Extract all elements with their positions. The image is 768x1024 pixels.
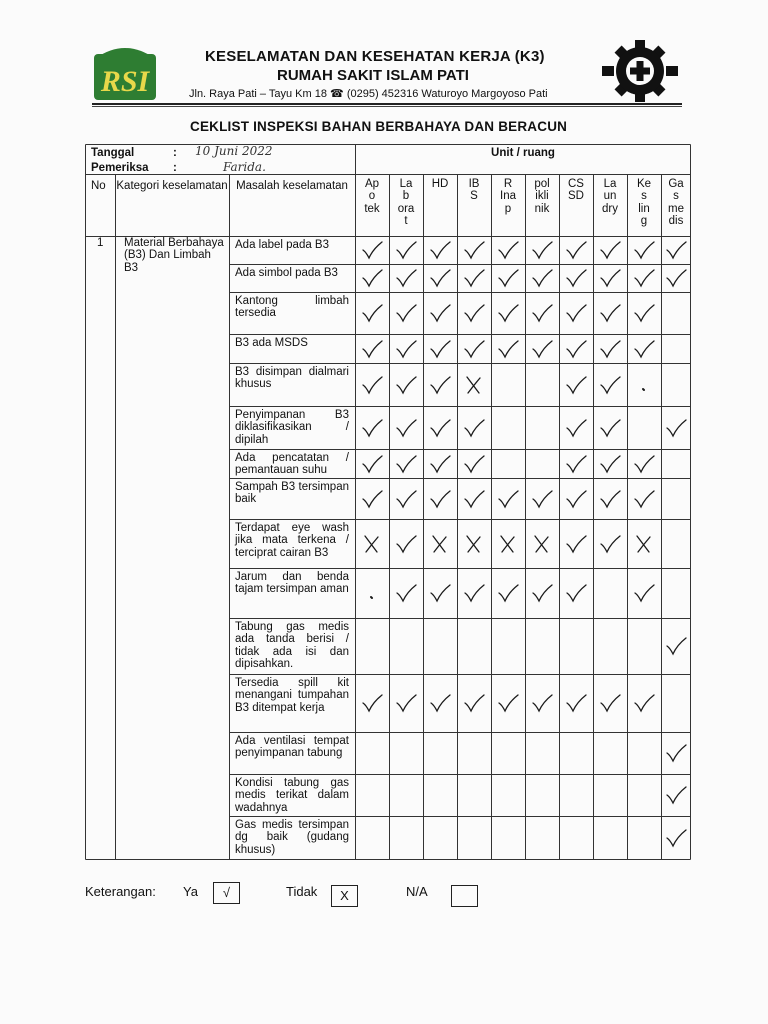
legend-label: Keterangan: <box>85 884 156 899</box>
check-mark-icon <box>497 693 519 713</box>
check-mark-icon <box>565 583 587 603</box>
header-rule-thin <box>92 106 682 107</box>
legend-na-box <box>451 885 478 907</box>
check-mark-icon <box>665 268 687 288</box>
check-mark-icon <box>361 268 383 288</box>
check-mark-icon <box>395 583 417 603</box>
check-mark-icon <box>429 375 451 395</box>
check-mark-icon <box>599 534 621 554</box>
check-mark-icon <box>395 693 417 713</box>
check-mark-icon <box>395 489 417 509</box>
check-mark-icon <box>665 418 687 438</box>
unit-header-5: pol ikli nik <box>534 178 550 215</box>
category-number: 1 <box>97 237 104 249</box>
cross-mark-icon <box>361 534 383 554</box>
row-5-masalah: B3 disimpan dialmari khusus <box>235 366 349 391</box>
check-mark-icon <box>429 268 451 288</box>
check-mark-icon <box>565 268 587 288</box>
tanggal-label: Tanggal <box>91 147 135 159</box>
address-phone-city: (0295) 452316 Waturoyo Margoyoso Pati <box>346 88 548 100</box>
check-mark-icon <box>665 636 687 656</box>
cross-mark-icon <box>463 534 485 554</box>
header-rule <box>92 103 682 105</box>
unit-header-6: CS SD <box>568 178 584 203</box>
check-mark-icon <box>565 240 587 260</box>
check-mark-icon <box>463 268 485 288</box>
row-13-masalah: Ada ventilasi tempat penyimpanan tabung <box>235 735 349 760</box>
cross-mark-icon <box>531 534 553 554</box>
check-mark-icon <box>633 489 655 509</box>
document-title: CEKLIST INSPEKSI BAHAN BERBAHAYA DAN BERACUN <box>190 119 568 134</box>
pemeriksa-label: Pemeriksa <box>91 162 149 174</box>
row-8-masalah: Sampah B3 tersimpan baik <box>235 481 349 506</box>
address-street: Jln. Raya Pati – Tayu Km 18 <box>189 88 327 100</box>
unit-header: Unit / ruang <box>491 147 555 159</box>
check-mark-icon <box>633 303 655 323</box>
row-3-masalah: Kantong limbah tersedia <box>235 295 349 320</box>
legend-tidak-box: X <box>331 885 358 907</box>
check-mark-icon <box>361 693 383 713</box>
check-mark-icon <box>565 489 587 509</box>
check-mark-icon <box>565 418 587 438</box>
check-mark-icon <box>599 454 621 474</box>
unit-header-3: IB S <box>468 178 480 203</box>
check-mark-icon <box>599 693 621 713</box>
check-mark-icon <box>497 583 519 603</box>
row-6-masalah: Penyimpanan B3 diklasifikasikan / dipilah <box>235 409 349 446</box>
legend-na-label: N/A <box>406 884 428 899</box>
check-mark-icon <box>599 268 621 288</box>
check-mark-icon <box>361 339 383 359</box>
legend-tidak-label: Tidak <box>286 884 318 899</box>
check-mark-icon <box>463 303 485 323</box>
check-mark-icon <box>497 240 519 260</box>
rsi-logo <box>92 44 158 102</box>
cross-mark-icon <box>497 534 519 554</box>
check-mark-icon <box>565 375 587 395</box>
pemeriksa-separator: : <box>173 162 177 174</box>
row-15-masalah: Gas medis tersimpan dg baik (gudang khusus) <box>235 819 349 856</box>
svg-text:RSI: RSI <box>100 65 150 98</box>
check-mark-icon <box>565 339 587 359</box>
check-mark-icon <box>665 240 687 260</box>
check-mark-icon <box>463 693 485 713</box>
check-mark-icon <box>633 693 655 713</box>
check-mark-icon <box>599 418 621 438</box>
check-mark-icon <box>395 240 417 260</box>
row-10-masalah: Jarum dan benda tajam tersimpan aman <box>235 571 349 596</box>
column-header-masalah: Masalah keselamatan <box>236 180 348 192</box>
check-mark-icon <box>599 240 621 260</box>
unit-header-8: Ke s lin g <box>636 178 652 227</box>
dot-mark-icon <box>361 583 383 603</box>
check-mark-icon <box>429 489 451 509</box>
tanggal-value: 10 Juni 2022 <box>195 144 273 158</box>
check-mark-icon <box>665 785 687 805</box>
check-mark-icon <box>599 375 621 395</box>
unit-header-4: R Ina p <box>500 178 516 215</box>
check-mark-icon <box>429 240 451 260</box>
header-address <box>189 87 548 100</box>
row-7-masalah: Ada pencatatan / pemantauan suhu <box>235 452 349 477</box>
check-mark-icon <box>633 339 655 359</box>
row-1-masalah: Ada label pada B3 <box>235 239 329 251</box>
check-mark-icon <box>395 534 417 554</box>
check-mark-icon <box>463 240 485 260</box>
check-mark-icon <box>361 418 383 438</box>
legend-ya-box: √ <box>213 882 240 904</box>
check-mark-icon <box>531 693 553 713</box>
tanggal-separator: : <box>173 147 177 159</box>
check-mark-icon <box>395 418 417 438</box>
check-mark-icon <box>361 489 383 509</box>
check-mark-icon <box>395 339 417 359</box>
check-mark-icon <box>429 339 451 359</box>
check-mark-icon <box>633 583 655 603</box>
header-subtitle: RUMAH SAKIT ISLAM PATI <box>277 67 469 84</box>
unit-header-7: La un dry <box>602 178 618 215</box>
check-mark-icon <box>429 454 451 474</box>
check-mark-icon <box>463 339 485 359</box>
check-mark-icon <box>395 454 417 474</box>
check-mark-icon <box>565 454 587 474</box>
check-mark-icon <box>395 375 417 395</box>
row-9-masalah: Terdapat eye wash jika mata terkena / terciprat cairan B3 <box>235 522 349 559</box>
row-4-masalah: B3 ada MSDS <box>235 337 308 349</box>
category-name: Material Berbahaya (B3) Dan Limbah B3 <box>124 237 224 274</box>
check-mark-icon <box>599 339 621 359</box>
legend-ya-label: Ya <box>183 884 198 899</box>
unit-header-0: Ap o tek <box>364 178 380 215</box>
check-mark-icon <box>395 268 417 288</box>
unit-header-9: Ga s me dis <box>668 178 684 227</box>
check-mark-icon <box>497 268 519 288</box>
header-title: KESELAMATAN DAN KESEHATAN KERJA (K3) <box>205 48 545 65</box>
row-11-masalah: Tabung gas medis ada tanda berisi / tidak ada isi dan dipisahkan. <box>235 621 349 670</box>
check-mark-icon <box>531 339 553 359</box>
cross-mark-icon <box>463 375 485 395</box>
row-2-masalah: Ada simbol pada B3 <box>235 267 338 279</box>
check-mark-icon <box>665 828 687 848</box>
checklist-table <box>85 144 691 860</box>
dot-mark-icon <box>633 375 655 395</box>
check-mark-icon <box>665 743 687 763</box>
check-mark-icon <box>599 303 621 323</box>
check-mark-icon <box>565 303 587 323</box>
check-mark-icon <box>463 489 485 509</box>
check-mark-icon <box>531 240 553 260</box>
check-mark-icon <box>497 489 519 509</box>
check-mark-icon <box>565 534 587 554</box>
check-mark-icon <box>429 583 451 603</box>
unit-header-2: HD <box>431 178 449 190</box>
check-mark-icon <box>361 303 383 323</box>
column-header-kategori: Kategori keselamatan <box>116 180 228 192</box>
check-mark-icon <box>395 303 417 323</box>
check-mark-icon <box>497 303 519 323</box>
cross-mark-icon <box>633 534 655 554</box>
check-mark-icon <box>531 268 553 288</box>
check-mark-icon <box>429 418 451 438</box>
phone-icon: ☎ <box>330 88 344 100</box>
unit-header-1: La b ora t <box>397 178 415 227</box>
check-mark-icon <box>463 583 485 603</box>
row-12-masalah: Tersedia spill kit menangani tumpahan B3 ditempat kerja <box>235 677 349 714</box>
k3-gear-cross-icon <box>600 40 680 102</box>
check-mark-icon <box>633 454 655 474</box>
check-mark-icon <box>429 303 451 323</box>
check-mark-icon <box>633 268 655 288</box>
check-mark-icon <box>633 240 655 260</box>
check-mark-icon <box>361 375 383 395</box>
check-mark-icon <box>463 454 485 474</box>
row-14-masalah: Kondisi tabung gas medis terikat dalam wadahnya <box>235 777 349 814</box>
pemeriksa-value: Farida. <box>223 160 266 174</box>
check-mark-icon <box>361 454 383 474</box>
check-mark-icon <box>531 303 553 323</box>
column-header-no: No <box>91 180 106 192</box>
check-mark-icon <box>565 693 587 713</box>
check-mark-icon <box>531 583 553 603</box>
check-mark-icon <box>599 489 621 509</box>
check-mark-icon <box>531 489 553 509</box>
check-mark-icon <box>361 240 383 260</box>
cross-mark-icon <box>429 534 451 554</box>
check-mark-icon <box>497 339 519 359</box>
check-mark-icon <box>429 693 451 713</box>
check-mark-icon <box>463 418 485 438</box>
